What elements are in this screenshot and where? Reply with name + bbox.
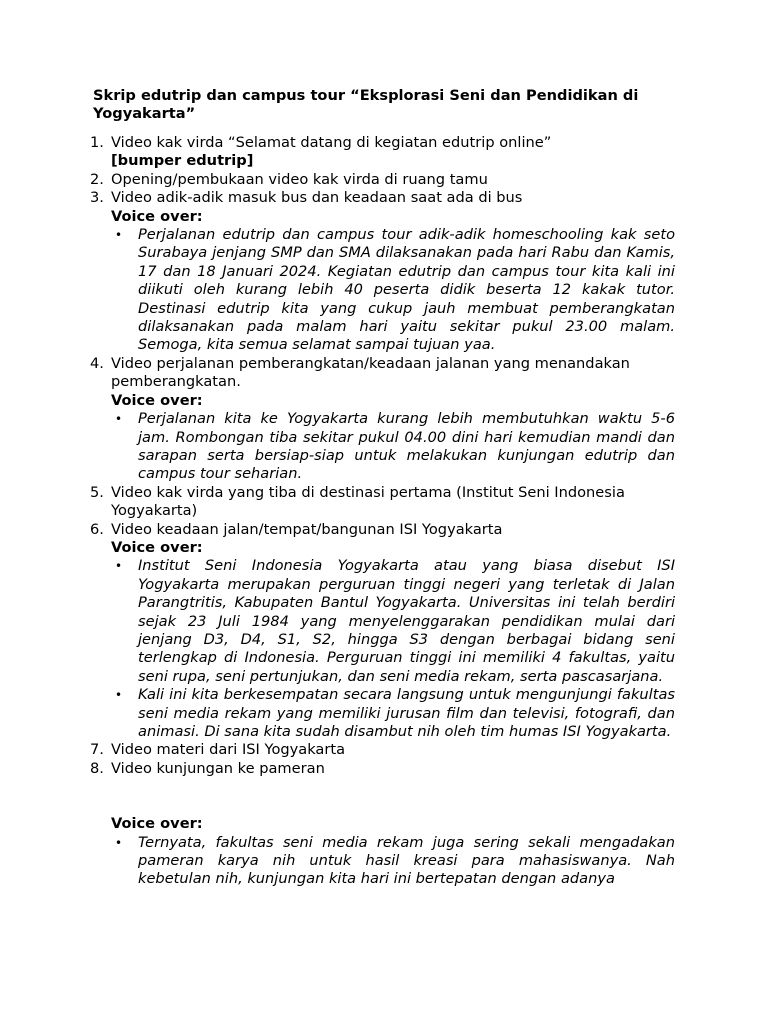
list-item-text: Video kunjungan ke pameran <box>111 759 325 777</box>
list-item-8 <box>90 760 675 778</box>
list-item-4 <box>90 355 675 392</box>
list-item-text: Opening/pembukaan video kak virda di ruang tamu <box>111 170 488 188</box>
list-item-text: Video keadaan jalan/tempat/bangunan ISI Yogyakarta <box>111 520 503 538</box>
list-number: 3. <box>90 189 104 207</box>
list-item-2 <box>90 171 675 189</box>
list-number: 4. <box>90 354 104 372</box>
list-item-text: Video kak virda yang tiba di destinasi pertama (Institut Seni Indonesia Yogyakarta) <box>111 483 625 520</box>
list-item-3 <box>90 189 675 207</box>
spacer <box>90 778 675 815</box>
list-number: 7. <box>90 741 104 759</box>
list-item-text: Video kak virda “Selamat datang di kegiatan edutrip online” <box>111 134 552 151</box>
list-number: 6. <box>90 520 104 538</box>
list-item-5 <box>90 484 675 521</box>
bullet-icon: • <box>115 412 123 427</box>
list-number: 8. <box>90 759 104 777</box>
list-number: 2. <box>90 170 104 188</box>
bullet-icon: • <box>115 688 123 703</box>
bumper-label: [bumper edutrip] <box>111 152 254 170</box>
voice-over-label: Voice over: <box>111 207 203 225</box>
script-list <box>90 134 675 889</box>
bullet-icon: • <box>115 228 123 243</box>
list-item-text: Video adik-adik masuk bus dan keadaan saat ada di bus <box>111 189 523 207</box>
list-number: 1. <box>90 134 104 151</box>
voice-over-text: Perjalanan kita ke Yogyakarta kurang lebih membutuhkan waktu 5-6 jam. Rombongan tiba sekitar pukul 04.00 dini hari kemudian mandi dan sarapan serta bersiap-siap untuk melakukan kunjungan edutrip dan campus tour seharian. <box>138 410 675 483</box>
bullet-icon: • <box>115 835 123 850</box>
bullet-icon: • <box>115 559 123 574</box>
voice-over-paragraph <box>90 686 675 741</box>
list-item-6 <box>90 521 675 539</box>
voice-over-paragraph <box>90 834 675 889</box>
list-number: 5. <box>90 483 104 501</box>
list-item-1 <box>90 134 675 171</box>
document-title: Skrip edutrip dan campus tour “Eksplorasi Seni dan Pendidikan di Yogyakarta” <box>93 87 639 123</box>
list-item-7 <box>90 741 675 759</box>
voice-over-text: Ternyata, fakultas seni media rekam juga sering sekali mengadakan pameran karya nih untuk hasil kreasi para mahasiswanya. Nah kebetulan nih, kunjungan kita hari ini bertepatan dengan adanya <box>138 833 675 888</box>
voice-over-label: Voice over: <box>111 815 203 833</box>
voice-over-text: Institut Seni Indonesia Yogyakarta atau yang biasa disebut ISI Yogyakarta merupakan perguruan tinggi negeri yang terletak di Jalan Parangtritis, Kabupaten Bantul Yogyakarta. Universitas ini telah berdiri sejak 23 Juli 1984 yang menyelenggarakan pendidikan mulai dari jenjang D3, D4, S1, S2, hingga S3 dengan berbagai bidang seni terlengkap di Indonesia. Perguruan tinggi ini memiliki 4 fakultas, yaitu seni rupa, seni pertunjukan, dan seni media rekam, serta pascasarjana. <box>138 557 675 685</box>
voice-over-text: Kali ini kita berkesempatan secara langsung untuk mengunjungi fakultas seni media rekam yang memiliki jurusan film dan televisi, fotografi, dan animasi. Di sana kita sudah disambut nih oleh tim humas ISI Yogyakarta. <box>138 686 675 740</box>
voice-over-paragraph <box>90 410 675 484</box>
voice-over-paragraph <box>90 226 675 355</box>
voice-over-label: Voice over: <box>111 391 203 409</box>
list-item-text: Video materi dari ISI Yogyakarta <box>111 741 346 759</box>
voice-over-label: Voice over: <box>111 538 203 556</box>
voice-over-text: Perjalanan edutrip dan campus tour adik-adik homeschooling kak seto Surabaya jenjang SMP dan SMA dilaksanakan pada hari Rabu dan Kamis, 17 dan 18 Januari 2024. Kegiatan edutrip dan campus tour kita kali ini diikuti oleh kurang lebih 40 peserta didik beserta 12 kakak tutor. Destinasi edutrip kita yang cukup jauh membuat pemberangkatan dilaksanakan pada malam hari yaitu sekitar pukul 23.00 malam. Semoga, kita semua selamat sampai tujuan yaa. <box>138 226 675 354</box>
voice-over-paragraph <box>90 557 675 686</box>
list-item-text: Video perjalanan pemberangkatan/keadaan jalanan yang menandakan pemberangkatan. <box>111 354 630 391</box>
